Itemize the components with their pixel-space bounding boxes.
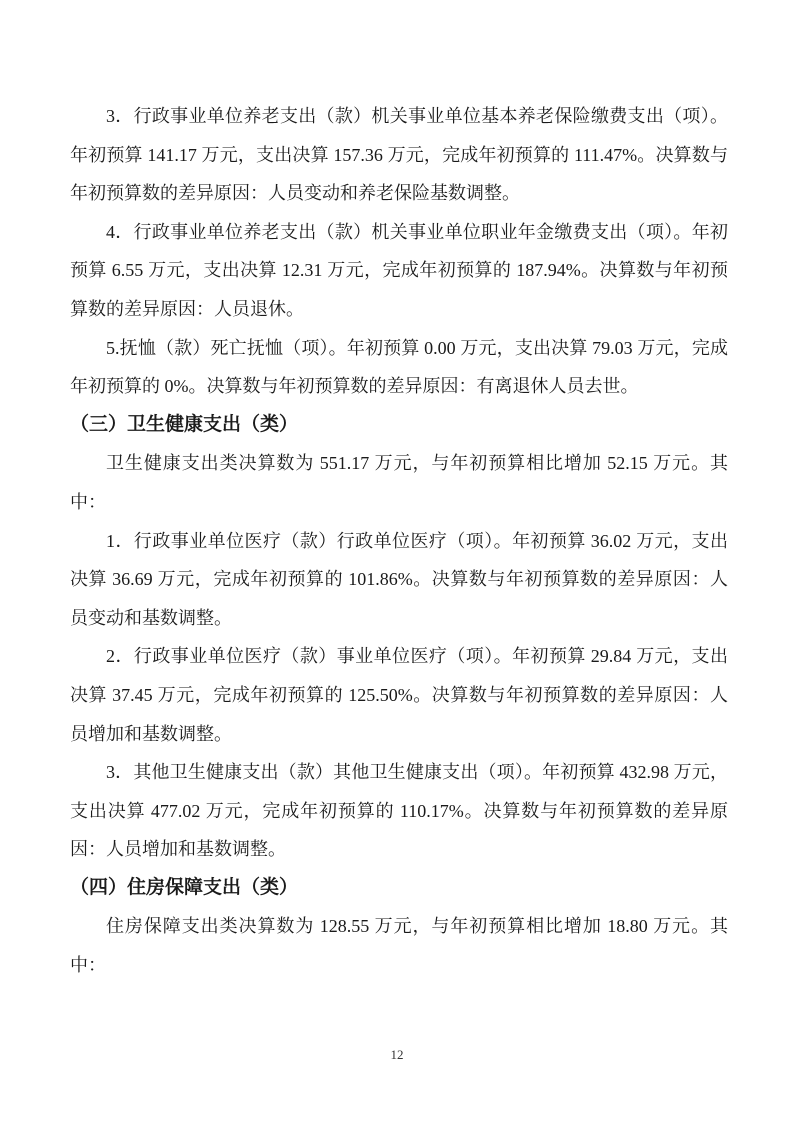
body-paragraph: 1．行政事业单位医疗（款）行政单位医疗（项）。年初预算 36.02 万元，支出决算 36.69 万元，完成年初预算的 101.86%。决算数与年初预算数的差异原因：人员变动和基数调整。 — [70, 530, 728, 628]
body-paragraph: 4．行政事业单位养老支出（款）机关事业单位职业年金缴费支出（项）。年初预算 6.55 万元，支出决算 12.31 万元，完成年初预算的 187.94%。决算数与年初预算数的差异原因：人员退休。 — [70, 221, 728, 319]
section-heading: （三）卫生健康支出（类） — [70, 413, 299, 435]
body-paragraph: 3．其他卫生健康支出（款）其他卫生健康支出（项）。年初预算 432.98 万元，支出决算 477.02 万元，完成年初预算的 110.17%。决算数与年初预算数的差异原因：人员增加和基数调整。 — [70, 762, 728, 860]
body-paragraph: 3．行政事业单位养老支出（款）机关事业单位基本养老保险缴费支出（项）。年初预算 141.17 万元，支出决算 157.36 万元，完成年初预算的 111.47%。决算数与年初预算数的差异原因：人员变动和养老保险基数调整。 — [70, 106, 728, 204]
body-paragraph: 2．行政事业单位医疗（款）事业单位医疗（项）。年初预算 29.84 万元，支出决算 37.45 万元，完成年初预算的 125.50%。决算数与年初预算数的差异原因：人员增加和基数调整。 — [70, 646, 728, 744]
body-paragraph: 卫生健康支出类决算数为 551.17 万元，与年初预算相比增加 52.15 万元。其中： — [70, 453, 728, 512]
body-paragraph: 5.抚恤（款）死亡抚恤（项）。年初预算 0.00 万元，支出决算 79.03 万元，完成年初预算的 0%。决算数与年初预算数的差异原因：有离退休人员去世。 — [70, 337, 728, 397]
page-number: 12 — [390, 1047, 404, 1062]
body-paragraph: 住房保障支出类决算数为 128.55 万元，与年初预算相比增加 18.80 万元。其中： — [70, 916, 728, 976]
document-body — [70, 97, 728, 985]
section-heading: （四）住房保障支出（类） — [70, 876, 299, 898]
